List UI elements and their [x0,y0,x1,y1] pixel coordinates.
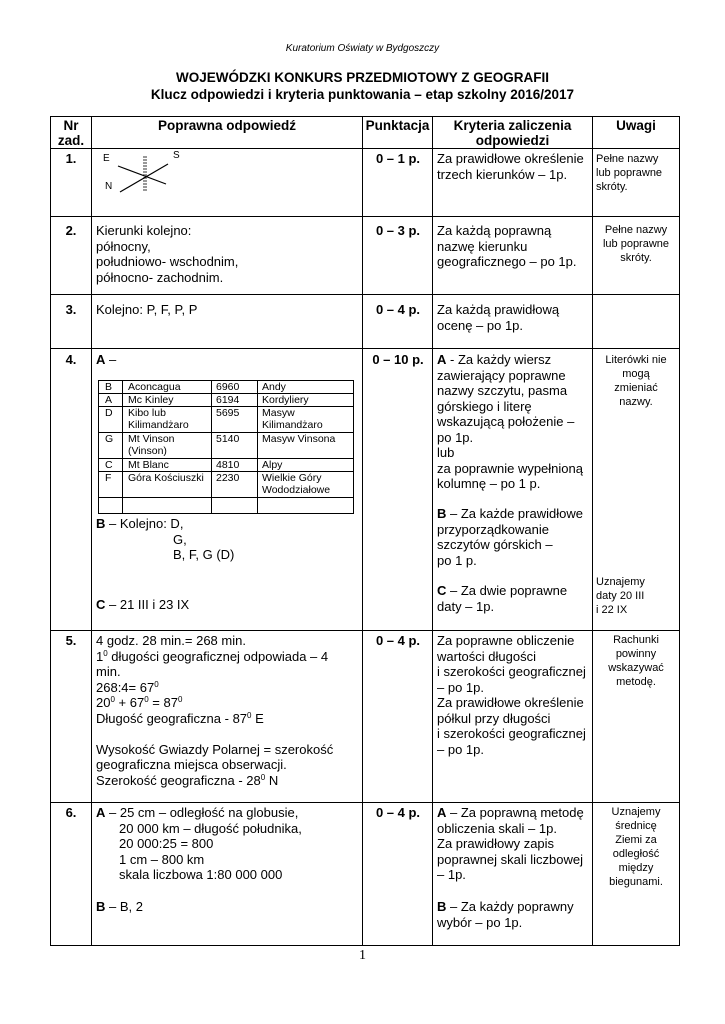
table-cell: Andy [262,381,286,393]
table-cell: Wielkie Góry Wododziałowe [262,472,331,496]
row-4-points: 0 – 10 p. [372,352,424,367]
col-header-remarks: Uwagi [616,118,656,133]
compass-label-e: E [103,153,110,164]
row-5-criteria: Za poprawne obliczenie wartości długości i szerokości geograficznej – po 1p. Za prawidłowe określenie półkul przy długości i szerokości geograficznej – po 1p. [437,633,586,757]
compass-diagram [98,152,193,196]
row-1-criteria: Za prawidłowe określenie trzech kierunków – 1p. [437,151,584,182]
table-cell: Góra Kościuszki [128,472,204,484]
row-2-answer: Kierunki kolejno: północny, południowo- wschodnim, północno- zachodnim. [96,223,239,285]
col-header-points: Punktacja [365,118,430,133]
table-cell: Masyw Kilimandżaro [262,407,323,431]
table-cell: A [105,394,113,406]
row-5-points: 0 – 4 p. [375,633,421,648]
table-cell: Mt Blanc [128,459,169,471]
table-cell: Mc Kinley [128,394,174,406]
row-1-points: 0 – 1 p. [375,151,421,166]
table-cell: 2230 [216,472,240,484]
table-cell: C [105,459,113,471]
row-6-criteria-a: A – Za poprawną metodę obliczenia skali – 1p. Za prawidłowy zapis poprawnej skali liczbowej – 1p. [437,805,584,882]
table-cell: Kibo lub Kilimandżaro [128,407,189,431]
row-3-points: 0 – 4 p. [375,302,421,317]
row-6-criteria-b: B – Za każdy poprawny wybór – po 1p. [437,899,574,930]
row-4-remarks: Literówki nie mogą zmieniać nazwy. [605,354,667,408]
row-5-answer: 4 godz. 28 min.= 268 min. $1^0$ długości geograficznej odpowiada – 4 min. 268:4= $67^0$ $20^0 + 67^0 = 87^0$ Długość geograficzna - $87^0$ E Wysokość Gwiazdy Polarnej = szerokość geograficzna miejsca obserwacji. Szerokość geograficzna - $28^0$ N [96,633,334,788]
organization-header: Kuratorium Oświaty w Bydgoszczy [285,43,440,54]
table-cell: D [105,407,113,419]
row-2-criteria: Za każdą poprawną nazwę kierunku geograficznego – po 1p. [437,223,577,269]
row-4-answer-b: B – Kolejno: D, G, B, F, G (D) [96,516,235,562]
table-cell: 5140 [216,433,240,445]
table-cell: B [105,381,113,393]
row-6-answer-a: A – 25 cm – odległość na globusie, 20 000 km – długość południka, 20 000:25 = 800 1 cm – 800 km skala liczbowa 1:80 000 000 [96,805,302,882]
table-cell: F [105,472,112,484]
row-3-criteria: Za każdą prawidłową ocenę – po 1p. [437,302,560,333]
table-cell: G [105,433,114,445]
row-2-points: 0 – 3 p. [375,223,421,238]
row-3-nr: 3. [65,302,77,317]
compass-arrows-icon [98,152,193,196]
row-4-criteria-c: C – Za dwie poprawne daty – 1p. [437,583,568,614]
row-6-nr: 6. [65,805,77,820]
compass-label-s: S [173,150,180,161]
table-cell: Aconcagua [128,381,181,393]
col-header-criteria: Kryteria zaliczenia odpowiedzi [453,118,572,148]
row-6-remarks: Uznajemy średnicę Ziemi za odległość między biegunami. [609,806,663,888]
table-cell: 5695 [216,407,240,419]
row-2-remarks: Pełne nazwy lub poprawne skróty. [602,224,670,264]
answer-key-table [50,116,680,946]
row-5-remarks: Rachunki powinny wskazywać metodę. [608,634,664,688]
row-5-nr: 5. [65,633,77,648]
table-cell: Kordyliery [262,394,309,406]
page-subtitle: Klucz odpowiedzi i kryteria punktowania – etap szkolny 2016/2017 [150,87,575,102]
row-4-criteria-b: B – Za każde prawidłowe przyporządkowanie szczytów górskich – po 1 p. [437,506,583,568]
row-1-nr: 1. [65,151,77,166]
row-6-points: 0 – 4 p. [375,805,421,820]
row-4-criteria-a: A - Za każdy wiersz zawierający poprawne nazwy szczytu, pasma górskiego i literę wskazującą położenie – po 1p. lub za poprawnie wypełnioną kolumnę – po 1 p. [437,352,583,491]
row-4-nr: 4. [65,352,77,367]
table-cell: Masyw Vinsona [262,433,336,445]
mountains-table [98,380,354,514]
page-title: WOJEWÓDZKI KONKURS PRZEDMIOTOWY Z GEOGRAFII [175,70,549,85]
col-header-nr: Nr zad. [57,118,85,148]
compass-label-n: N [105,181,113,192]
table-cell: 6194 [216,394,240,406]
row-6-answer-b: B – B, 2 [96,899,143,914]
col-header-answer: Poprawna odpowiedź [157,118,296,133]
table-cell: 6960 [216,381,240,393]
table-cell: Alpy [262,459,283,471]
table-cell: Mt Vinson (Vinson) [128,433,175,457]
table-cell: 4810 [216,459,240,471]
row-4-answer-a: A – [96,352,117,367]
row-2-nr: 2. [65,223,77,238]
row-4-answer-c: C – 21 III i 23 IX [96,597,190,612]
page-number: 1 [359,948,366,963]
row-3-answer: Kolejno: P, F, P, P [96,302,198,317]
row-1-remarks: Pełne nazwy lub poprawne skróty. [596,153,663,193]
row-4-remarks-dates: Uznajemy daty 20 III i 22 IX [596,576,645,616]
